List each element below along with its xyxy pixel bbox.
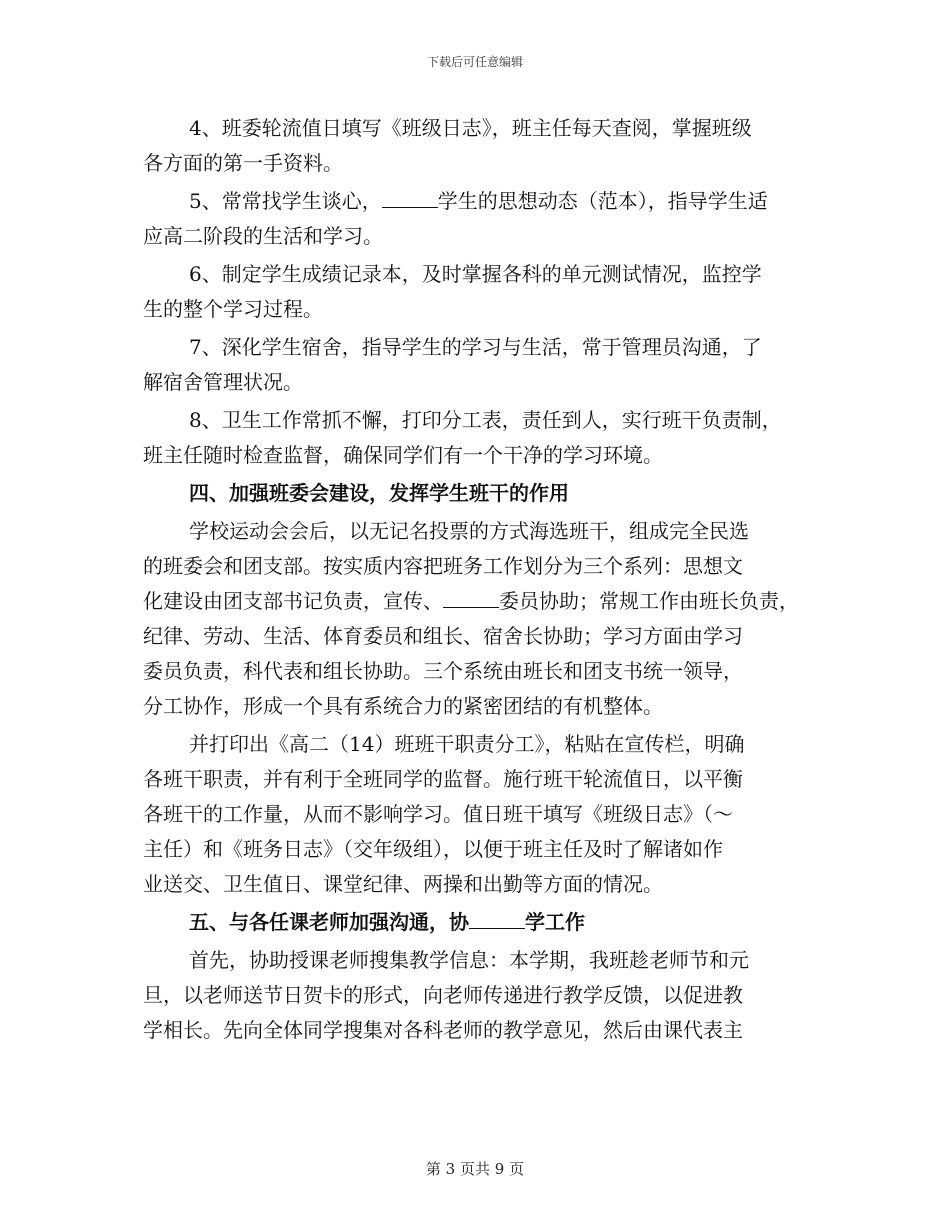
paragraph-line: 业送交、卫生值日、课堂纪律、两操和出勤等方面的情况。 bbox=[143, 872, 663, 896]
paragraph-line: 各班干职责，并有利于全班同学的监督。施行班干轮流值日，以平衡 bbox=[143, 767, 743, 791]
text-segment: 5、常常找学生谈心， bbox=[189, 189, 382, 213]
paragraph-line: 分工协作，形成一个具有系统合力的紧密团结的有机整体。 bbox=[143, 694, 663, 718]
paragraph-line: 4、班委轮流值日填写《班级日志》，班主任每天查阅，掌握班级 bbox=[189, 116, 752, 140]
text-segment: 学生的思想动态（范本），指导学生适 bbox=[437, 189, 768, 213]
paragraph-line: 应高二阶段的生活和学习。 bbox=[143, 224, 383, 248]
paragraph-line: 并打印出《高二（14）班班干职责分工》，粘贴在宣传栏，明确 bbox=[189, 732, 745, 756]
text-segment: 五、与各任课老师加强沟通，协 bbox=[189, 910, 469, 934]
fill-in-blank bbox=[382, 189, 438, 208]
paragraph-line: 纪律、劳动、生活、体育委员和组长、宿舍长协助；学习方面由学习 bbox=[143, 624, 743, 648]
paragraph-line: 生的整个学习过程。 bbox=[143, 297, 323, 321]
text-segment: 委员协助；常规工作由班长负责， bbox=[499, 589, 799, 613]
page-footer: 第 3 页共 9 页 bbox=[425, 1160, 525, 1178]
paragraph-line: 委员负责，科代表和组长协助。三个系统由班长和团支书统一领导， bbox=[143, 659, 743, 683]
paragraph-line: 学相长。先向全体同学搜集对各科老师的教学意见，然后由课代表主 bbox=[143, 1018, 743, 1042]
paragraph-line: 旦，以老师送节日贺卡的形式，向老师传递进行教学反馈，以促进教 bbox=[143, 983, 743, 1007]
paragraph-line: 8、卫生工作常抓不懈，打印分工表，责任到人，实行班干负责制， bbox=[189, 408, 782, 432]
paragraph-line: 各班干的工作量，从而不影响学习。值日班干填写《班级日志》（～ bbox=[143, 802, 733, 826]
paragraph-line: 解宿舍管理状况。 bbox=[143, 370, 303, 394]
paragraph-line: 班主任随时检查监督，确保同学们有一个干净的学习环境。 bbox=[143, 443, 663, 467]
paragraph-line bbox=[189, 188, 768, 214]
paragraph-line: 学校运动会会后，以无记名投票的方式海选班干，组成完全民选 bbox=[189, 519, 749, 543]
section-heading bbox=[189, 909, 585, 935]
paragraph-line bbox=[143, 588, 799, 614]
fill-in-blank bbox=[469, 910, 525, 929]
paragraph-line: 主任）和《班务日志》（交年级组），以便于班主任及时了解诸如作 bbox=[143, 837, 723, 861]
paragraph-line: 的班委会和团支部。按实质内容把班务工作划分为三个系列：思想文 bbox=[143, 554, 743, 578]
fill-in-blank bbox=[443, 589, 499, 608]
text-segment: 化建设由团支部书记负责，宣传、 bbox=[143, 589, 443, 613]
paragraph-line: 首先，协助授课老师搜集教学信息：本学期，我班趁老师节和元 bbox=[189, 948, 749, 972]
section-heading: 四、加强班委会建设，发挥学生班干的作用 bbox=[189, 481, 569, 505]
page-header: 下载后可任意编辑 bbox=[426, 55, 523, 69]
paragraph-line: 各方面的第一手资料。 bbox=[143, 151, 343, 175]
text-segment: 学工作 bbox=[525, 910, 585, 934]
paragraph-line: 7、深化学生宿舍，指导学生的学习与生活，常于管理员沟通，了 bbox=[189, 335, 762, 359]
paragraph-line: 6、制定学生成绩记录本，及时掌握各科的单元测试情况，监控学 bbox=[189, 262, 762, 286]
